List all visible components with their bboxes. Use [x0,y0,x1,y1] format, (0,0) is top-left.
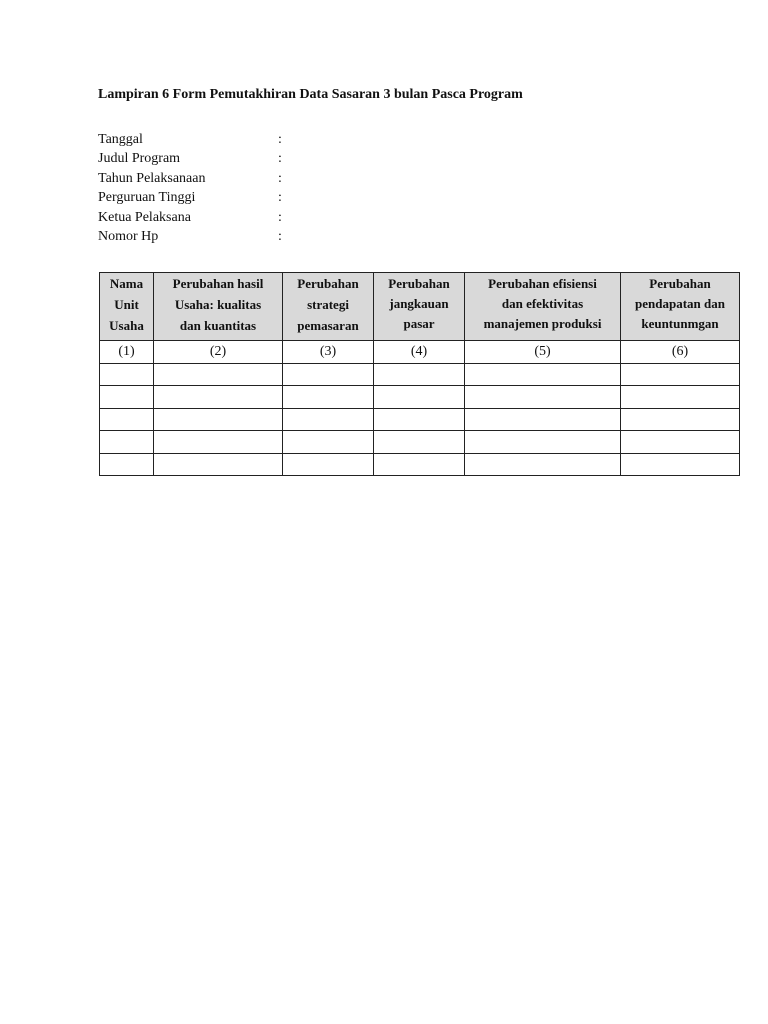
field-label: Nomor Hp [98,228,159,244]
field-judul-program [98,149,398,168]
header-line: keuntunmgan [641,316,719,331]
table-row [100,453,740,476]
header-perubahan-strategi-pemasaran [283,273,374,341]
table-cell[interactable] [621,453,740,476]
table-cell[interactable] [283,431,374,454]
table-cell[interactable] [374,363,465,386]
column-number: (3) [283,341,374,364]
column-number: (6) [621,341,740,364]
header-line: dan kuantitas [179,318,257,333]
column-number: (1) [100,341,154,364]
column-number: (4) [374,341,465,364]
table-cell[interactable] [621,431,740,454]
field-label: Tahun Pelaksanaan [98,170,206,186]
table-cell[interactable] [100,453,154,476]
header-line: pemasaran [297,318,359,333]
header-line: pendapatan dan [635,296,725,311]
table-cell[interactable] [283,408,374,431]
field-label: Tanggal [98,132,143,147]
header-line: Perubahan [388,276,450,291]
table-cell[interactable] [154,431,283,454]
table-cell[interactable] [283,386,374,409]
field-label: Ketua Pelaksana [98,209,191,225]
table-cell[interactable] [154,386,283,409]
field-label: Judul Program [98,151,181,167]
field-nomor-hp [98,227,398,246]
field-colon: : [278,132,282,147]
table-header-row [100,273,740,341]
page-title: Lampiran 6 Form Pemutakhiran Data Sasaran 3 bulan Pasca Program [98,87,523,102]
field-tanggal [98,130,398,149]
table-cell[interactable] [465,386,621,409]
table-cell[interactable] [283,363,374,386]
table-cell[interactable] [154,363,283,386]
header-line: jangkauan [389,296,449,311]
header-perubahan-pendapatan [621,273,740,341]
field-label: Perguruan Tinggi [98,190,196,206]
table-cell[interactable] [100,408,154,431]
header-nama-unit-usaha [100,273,154,341]
table-row [100,363,740,386]
header-perubahan-jangkauan-pasar [374,273,465,341]
table-cell[interactable] [621,363,740,386]
table-cell[interactable] [100,363,154,386]
header-line: Unit [114,297,139,312]
table-row [100,431,740,454]
header-perubahan-efisiensi [465,273,621,341]
field-colon: : [278,190,282,206]
data-table [99,272,740,476]
table-cell[interactable] [465,363,621,386]
table-cell[interactable] [374,431,465,454]
header-line: Usaha: kualitas [174,297,262,312]
column-number: (5) [465,341,621,364]
header-line: Perubahan [297,276,359,291]
table-cell[interactable] [374,453,465,476]
table-row [100,408,740,431]
table-cell[interactable] [465,431,621,454]
table-cell[interactable] [465,453,621,476]
header-perubahan-hasil-usaha [154,273,283,341]
header-line: Perubahan efisiensi [488,276,597,291]
header-line: strategi [307,297,349,312]
table-cell[interactable] [100,386,154,409]
table-row [100,386,740,409]
table-cell[interactable] [465,408,621,431]
table-cell[interactable] [374,408,465,431]
table-cell[interactable] [621,408,740,431]
table-cell[interactable] [154,408,283,431]
table-cell[interactable] [621,386,740,409]
field-colon: : [278,151,282,167]
table-cell[interactable] [100,431,154,454]
table-cell[interactable] [374,386,465,409]
header-line: Perubahan [649,276,711,291]
field-colon: : [278,228,282,244]
table-cell[interactable] [283,453,374,476]
field-colon: : [278,170,282,186]
form-fields [98,130,398,246]
field-perguruan-tinggi [98,188,398,207]
field-tahun-pelaksanaan [98,169,398,188]
header-line: pasar [403,316,435,331]
field-colon: : [278,209,282,225]
header-line: dan efektivitas [501,296,584,311]
column-number: (2) [154,341,283,364]
header-line: Usaha [109,318,144,333]
table-cell[interactable] [154,453,283,476]
table-number-row [100,341,740,364]
header-line: manajemen produksi [483,316,602,331]
field-ketua-pelaksana [98,208,398,227]
header-line: Perubahan hasil [172,276,264,291]
header-line: Nama [109,276,144,291]
